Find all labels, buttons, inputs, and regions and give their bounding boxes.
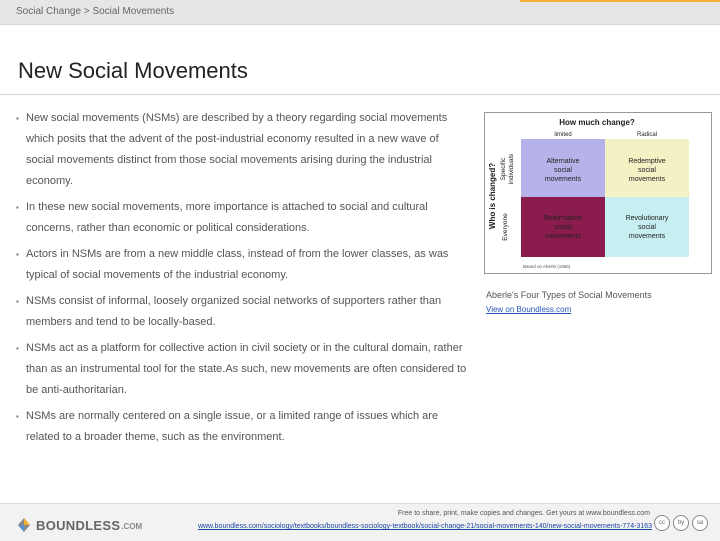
cell-redemptive-line1: Redemptive [628,158,666,165]
page-title: New Social Movements [18,58,248,83]
diagram-top-title: How much change? [559,118,635,127]
boundless-logo-icon [16,517,32,533]
logo-dotcom: .COM [121,522,143,531]
col-label-radical: Radical [636,132,658,138]
bullet-item: ▪ In these new social movements, more importance is attached to social and cultural concerns, rather than economic or political considerations. [16,197,468,239]
cell-reformative-line1: Reformative [544,215,582,222]
footer-free-text: Free to share, print, make copies and changes. Get yours at www.boundless.com [397,510,650,517]
boundless-logo[interactable] [16,517,142,533]
bullet-list [16,108,468,453]
cell-alternative-line2: social [554,167,572,174]
col-label-limited: limited [554,132,572,138]
sa-icon: sa [692,515,708,531]
bullet-item: ▪ New social movements (NSMs) are described by a theory regarding social movements which posits that the advent of the post-industrial economy resulted in a new wave of social movements distinct from those social movements arising during the industrial economy. [16,108,468,192]
logo-wordmark: BOUNDLESS [36,517,121,533]
by-icon: by [673,515,689,531]
cell-redemptive-line3: movements [628,176,666,183]
cell-redemptive-line2: social [638,167,656,174]
cell-revolutionary-line3: movements [628,233,666,240]
figure-caption: Aberle's Four Types of Social Movements [486,290,652,300]
cc-icon: cc [654,515,670,531]
row-label-specific-1: Specific [500,157,507,181]
aberle-diagram[interactable] [484,112,712,274]
bullet-item: ▪ NSMs act as a platform for collective action in civil society or in the cultural domain, rather than as an instrumental tool for the state.As such, new movements are often considered to be anti-authoritarian. [16,338,468,401]
cell-reformative-line3: movements [544,233,582,240]
aberle-diagram-svg [485,113,711,273]
row-axis-label: Who is changed? [488,162,497,230]
license-badge[interactable] [654,515,708,531]
bullet-item: ▪ NSMs consist of informal, loosely organized social networks of supporters rather than members and tend to be locally-based. [16,291,468,333]
row-label-specific-2: individuals [508,153,515,185]
bullet-item: ▪ NSMs are normally centered on a single issue, or a limited range of issues which are related to a broader theme, such as the environment. [16,406,468,448]
cell-revolutionary-line2: social [638,224,656,231]
row-label-everyone: Everyone [502,213,509,241]
footer [0,503,720,541]
bullet-item: ▪ Actors in NSMs are from a new middle class, instead of from the lower classes, as was typical of social movements of the industrial economy. [16,244,468,286]
cell-alternative-line3: movements [544,176,582,183]
view-on-boundless-link[interactable]: View on Boundless.com [486,305,572,314]
accent-stripe [520,0,720,2]
top-bar [0,0,720,25]
cell-revolutionary-line1: Revolutionary [625,215,669,222]
footer-source-link[interactable]: www.boundless.com/sociology/textbooks/boundless-sociology-textbook/social-change-21/social-movements-140/new-social-movements-774-3163 [197,523,652,530]
breadcrumb[interactable]: Social Change > Social Movements [16,6,175,17]
title-divider [0,94,720,95]
cell-reformative-line2: social [554,224,572,231]
diagram-source: Based on Aberle (1966) [523,264,571,269]
cell-alternative-line1: Alternative [546,158,580,165]
